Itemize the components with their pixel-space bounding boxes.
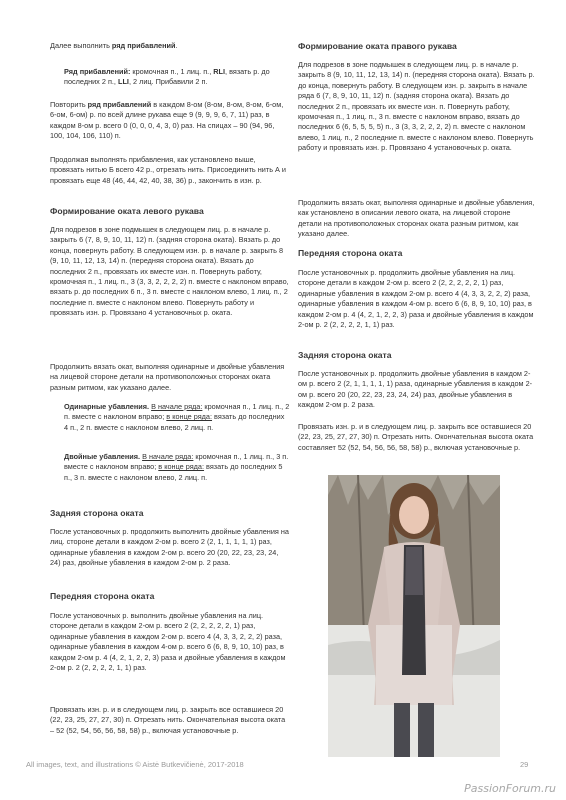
continue-paragraph: Продолжая выполнять прибавления, как установлено выше, провязать нитью Б всего 42 р., отрезать нить. Присоединить нить А и провязать еще 48 (46, 44, 42, 40, 38, 36) р., закончить в изн. р. (50, 155, 287, 185)
heading-back-cap-left: Задняя сторона оката (50, 508, 144, 518)
heading-front-cap-left: Передняя сторона оката (50, 591, 155, 601)
continue-cap-paragraph-right: Продолжить вязать окат, выполняя одинарные и двойные убавления, как установлено в описании левого оката, на лицевой стороне детали на противоположных сторонах оката разным ритмом, как указано далее. (298, 198, 535, 239)
continue-cap-paragraph: Продолжить вязать окат, выполняя одинарные и двойные убавления на лицевой стороне детали на противоположных сторонах оката разным ритмом, как указано далее. (50, 362, 285, 392)
front-cap-paragraph-right: После установочных р. продолжить двойные убавления на лиц. стороне детали в каждом 2-ом р. всего 2 (2, 2, 2, 2, 2, 1) раз, одинарные убавления в каждом 2-ом р. всего 4 (4, 3, 3, 2, 2, 2) раза, одинарные убавления в каждом 4-ом р. всего 6 (6, 8, 9, 10, 10) раз, в каждом 2-ом р. 4 (4, 2, 1, 2, 2, 3) раза и двойные убавления в каждом 2-ом р. 2 (2, 2, 2, 2, 1, 1) раз. (298, 268, 534, 330)
repeat-paragraph: Повторить ряд прибавлений в каждом 8-ом (8-ом, 8-ом, 8-ом, 6-ом, 6-ом, 6-ом) р. по всей длине рукава еще 9 (9, 9, 9, 6, 7, 11) раз, в каждом 8-ом р. всего 0 (0, 0, 0, 4, 3, 0) раз. На спицах – 90 (94, 96, 100, 104, 106, 110) п. (50, 100, 284, 141)
watermark-text: PassionForum.ru (464, 782, 556, 795)
page-number: 29 (520, 760, 529, 769)
single-decrease-paragraph: Одинарные убавления. В начале ряда: кромочная п., 1 лиц. п., 2 п. вместе с наклоном вправо; в конце ряда: вязать до последних 4 п., 2 п. вместе с наклоном влево, 2 лиц. п. (64, 402, 290, 432)
back-cap-paragraph-right: После установочных р. продолжить двойные убавления в каждом 2-ом р. всего 2 (2, 1, 1, 1, 1, 1) раза, одинарные убавления в каждом 2-ом р. всего 20 (20, 22, 23, 23, 24, 24) раз, двойные убавления в каждом 2-ом р. 2 раза. (298, 369, 533, 410)
intro-paragraph: Далее выполнить ряд прибавлений. (50, 41, 178, 50)
double-decrease-paragraph: Двойные убавления. В начале ряда: кромочная п., 1 лиц. п., 3 п. вместе с наклоном вправо; в конце ряда: вязать до последних 5 п., 3 п. вместе с наклоном влево, 2 лиц. п. (64, 452, 289, 482)
back-cap-paragraph-left: После установочных р. продолжить выполнить двойные убавления на лиц. стороне детали в каждом 2-ом р. всего 2 (2, 1, 1, 1, 1, 1) раз, одинарные убавления в каждом 2-ом р. всего 20 (20, 22, 23, 23, 24, 24) раз, двойные убавления в каждом 2-ом р. 2 раза. (50, 527, 289, 568)
model-photo-illustration (328, 475, 500, 757)
heading-left-sleeve-cap: Формирование оката левого рукава (50, 206, 204, 216)
increase-row-paragraph: Ряд прибавлений: кромочная п., 1 лиц. п., RLI, вязать р. до последних 2 п., LLI, 2 лиц. Прибавили 2 п. (64, 67, 270, 87)
front-cap-paragraph-left: После установочных р. выполнить двойные убавления на лиц. стороне детали в каждом 2-ом р. всего 2 (2, 2, 2, 2, 2, 1) раз, одинарные убавления в каждом 2-ом р. всего 4 (4, 3, 3, 2, 2, 2) раза, одинарные убавления в каждом 4-ом р. всего 6 (6, 8, 9, 10, 10) раз, в каждом 2-ом р. 4 (4, 2, 1, 2, 2, 3) раза и двойные убавления в каждом 2-ом р. 2 (2, 2, 2, 2, 1, 1) раз. (50, 611, 286, 673)
heading-back-cap-right: Задняя сторона оката (298, 350, 392, 360)
copyright-footer: All images, text, and illustrations © Aistė Butkevičienė, 2017-2018 (26, 760, 244, 769)
finish-paragraph-left: Провязать изн. р. и в следующем лиц. р. закрыть все оставшиеся 20 (22, 23, 25, 27, 27, 30) п. Отрезать нить. Окончательная высота оката – 52 (52, 54, 56, 56, 58, 58) р., включая установочные р. (50, 705, 286, 735)
heading-front-cap-right: Передняя сторона оката (298, 248, 403, 258)
heading-right-sleeve-cap: Формирование оката правого рукава (298, 41, 457, 51)
left-cap-paragraph: Для подрезов в зоне подмышек в следующем лиц. р. в начале р. закрыть 6 (7, 8, 9, 10, 11, 12) п. (задняя сторона оката). Вязать р. до конца, повернуть работу. В следующем изн. р. в начале р. закрыть 8 (9, 10, 11, 12, 13, 14) п. (передняя сторона оката). Вязать до последних 2 п., провязать их вместе изн. п. Повернуть работу, кромочная п., 1 лиц. п., 3 (3, 3, 2, 2, 2, 2) п. вместе с наклоном вправо, вязать р. до последних 6 п., 3 п. вместе с наклоном влево, 1 лиц. п., 2 последние п. вместе с наклоном влево. Повернуть работу и провязать изн. р. Провязано 4 установочных р. оката. (50, 225, 289, 318)
model-photo (328, 475, 500, 757)
finish-paragraph-right: Провязать изн. р. и в следующем лиц. р. закрыть все оставшиеся 20 (22, 23, 25, 27, 27, 30) п. Отрезать нить. Окончательная высота оката составляет 52 (52, 54, 56, 56, 58, 58) р., включая установочные р. (298, 422, 534, 452)
right-cap-paragraph: Для подрезов в зоне подмышек в следующем лиц. р. в начале р. закрыть 8 (9, 10, 11, 12, 13, 14) п. (передняя сторона оката). Вязать р. до конца, повернуть работу. В следующем изн. р. закрыть в начале ряда 6 (7, 8, 9, 10, 11, 12) п. (задняя сторона оката). Вязать до последних 2 п., провязать их вместе изн. п. Повернуть работу, кромочная п., 1 лиц. п., 3 п. вместе с наклоном вправо, вязать до последних 6 (6, 5, 5, 5, 5) п., 3 (3, 3, 2, 2, 2, 2) п. вместе с наклоном влево, 1 лиц. п., 2 последние п. вместе с наклоном влево. Повернуть работу и провязать изн. р. Провязано 4 установочных р. оката. (298, 60, 535, 153)
